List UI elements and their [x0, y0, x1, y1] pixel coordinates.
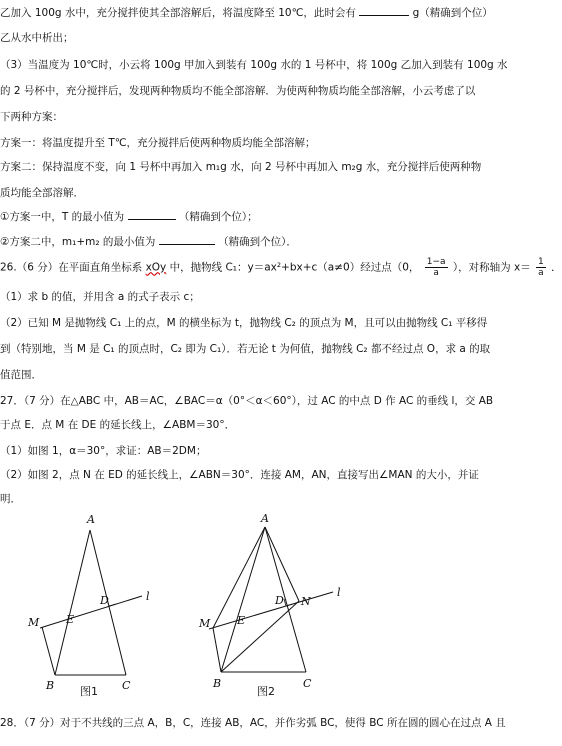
text-line: 乙从水中析出；: [0, 32, 74, 44]
label-m: M: [199, 617, 211, 630]
label-a: A: [261, 512, 269, 525]
line-text: ②方案二中，m₁+m₂ 的最小值为: [0, 236, 156, 248]
fraction-1-minus-a-over-a: [425, 257, 448, 278]
segment-mb: [213, 628, 221, 672]
segment-bn: [221, 601, 299, 672]
text-line: 到（特别地，当 M 是 C₁ 的顶点时，C₂ 即为 C₁）．若无论 t 为何值，抛物线 C₂ 都不经过点 O，求 a 的取: [0, 343, 491, 355]
text-line: （2）如图 2，点 N 在 ED 的延长线上，∠ABN＝30°．连接 AM，AN，直接写出∠MAN 的大小，并证: [0, 469, 479, 481]
label-e: E: [237, 614, 246, 627]
line-text: ），对称轴为 x＝: [452, 261, 531, 274]
text-line: 方案一：将温度提升至 T℃，充分搅拌后使两种物质均能全部溶解；: [0, 137, 316, 149]
figure-caption: 图2: [257, 685, 275, 698]
line-text: 中，抛物线 C₁：y＝ax²+bx+c（a≠0）经过点（0，: [169, 261, 420, 274]
line-text: ①方案一中，T 的最小值为: [0, 211, 125, 223]
segment-ac: [265, 527, 306, 672]
segment-ab: [55, 530, 90, 675]
figure-2: [195, 512, 355, 702]
text-line: 的 2 号杯中，充分搅拌后，发现两种物质均不能全部溶解．为使两种物质均能全部溶解，小云考虑了以: [0, 85, 476, 97]
fraction-denominator: a: [433, 268, 439, 278]
text-line: 下两种方案：: [0, 111, 63, 123]
question-26-stem: [0, 257, 562, 278]
line-text: ．: [551, 261, 562, 274]
text-line: （2）已知 M 是抛物线 C₁ 上的点，M 的横坐标为 t，抛物线 C₂ 的顶点为 M，且可以由抛物线 C₁ 平移得: [0, 317, 488, 329]
figure-1: [20, 512, 160, 702]
answer-blank: [128, 208, 176, 220]
line-text: 26.（6 分）在平面直角坐标系: [0, 261, 143, 274]
coord-system-label: xOy: [145, 261, 167, 274]
line-text: g（精确到个位）: [412, 7, 493, 19]
question-27-stem: 27．（7 分）在△ABC 中，AB＝AC，∠BAC＝α（0°＜α＜60°），过 AC 的中点 D 作 AC 的垂线 l，交 AB: [0, 395, 494, 407]
fraction-numerator: 1−a: [426, 257, 446, 267]
question-28-stem: 28．（7 分）对于不共线的三点 A，B，C，连接 AB，AC，并作劣弧 BC，使得 BC 所在圆的圆心在过点 A 且: [0, 717, 506, 729]
fraction-denominator: a: [538, 268, 544, 278]
segment-an: [265, 527, 299, 601]
line-text: （精确到个位）；: [178, 211, 258, 223]
fraction-numerator: 1: [538, 257, 544, 267]
text-line: [0, 4, 493, 20]
label-b: B: [213, 677, 222, 690]
text-line: [0, 233, 297, 249]
text-line: 明．: [0, 493, 21, 505]
text-line: （1）如图 1，α＝30°，求证：AB＝2DM；: [0, 445, 207, 457]
text-line: 方案二：保持温度不变，向 1 号杯中再加入 m₁g 水，向 2 号杯中再加入 m₂g 水，充分搅拌后使两种物: [0, 161, 482, 173]
figure-caption: 图1: [80, 685, 98, 698]
segment-mb: [42, 627, 55, 675]
answer-blank: [159, 233, 215, 245]
label-a: A: [87, 513, 95, 526]
label-l: l: [146, 590, 150, 603]
label-l: l: [337, 586, 341, 599]
label-d: D: [100, 594, 109, 607]
text-line: （1）求 b 的值，并用含 a 的式子表示 c；: [0, 291, 200, 303]
label-n: N: [301, 595, 311, 608]
label-m: M: [28, 616, 40, 629]
text-line: 质均能全部溶解．: [0, 187, 84, 199]
label-c: C: [122, 679, 131, 692]
label-d: D: [275, 594, 284, 607]
label-b: B: [46, 679, 55, 692]
line-l: [40, 596, 142, 628]
fraction-1-over-a: [536, 257, 546, 278]
label-e: E: [66, 613, 75, 626]
line-text: 乙加入 100g 水中，充分搅拌使其全部溶解后，将温度降至 10℃，此时会有: [0, 7, 356, 19]
label-c: C: [303, 677, 312, 690]
answer-blank: [359, 4, 409, 16]
text-line: 于点 E．点 M 在 DE 的延长线上，∠ABM＝30°．: [0, 419, 236, 431]
line-l: [209, 592, 333, 629]
text-line: （3）当温度为 10℃时，小云将 100g 甲加入到装有 100g 水的 1 号杯中，将 100g 乙加入到装有 100g 水: [0, 59, 508, 71]
text-line: 值范围．: [0, 369, 42, 381]
text-line: [0, 208, 258, 224]
line-text: （精确到个位）．: [218, 236, 297, 248]
